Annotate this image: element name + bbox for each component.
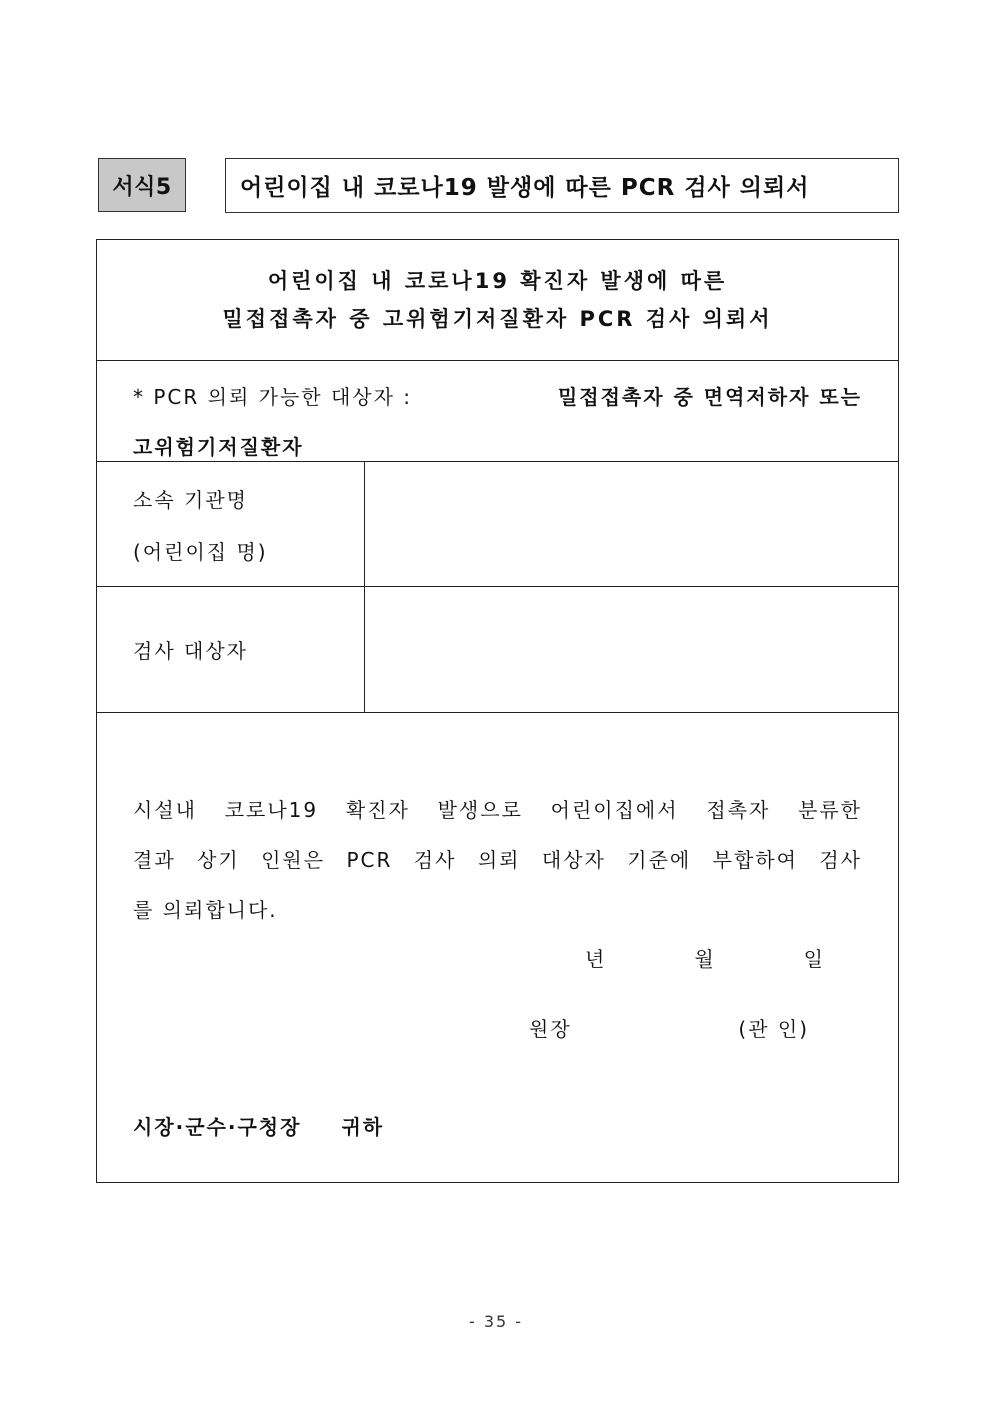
test-target-label: 검사 대상자	[97, 587, 365, 712]
request-statement-line-1	[133, 785, 862, 835]
request-body	[97, 713, 898, 1183]
statement-word: 접촉자	[706, 798, 771, 822]
statement-word: 분류한	[798, 798, 862, 822]
eligibility-note-prefix: * PCR 의뢰 가능한 대상자 :	[133, 385, 413, 409]
statement-word: 발생으로	[437, 798, 523, 822]
form-title: 어린이집 내 코로나19 발생에 따른 PCR 검사 의뢰서	[225, 158, 899, 213]
statement-word: PCR	[346, 848, 393, 872]
date-line	[585, 943, 825, 972]
statement-word: 인원은	[261, 848, 326, 872]
eligibility-note-criteria: 밀접접촉자 중 면역저하자 또는	[557, 385, 862, 409]
agency-label-line-1: 소속 기관명	[133, 488, 248, 512]
request-statement-line-2	[133, 835, 862, 885]
eligibility-note	[97, 361, 898, 462]
request-statement	[133, 785, 862, 935]
statement-word: 부합하여	[712, 848, 798, 872]
test-target-row	[97, 587, 898, 713]
form-heading-line-2: 밀접접촉자 중 고위험기저질환자 PCR 검사 의뢰서	[222, 307, 773, 331]
addressee-honorific: 귀하	[341, 1115, 385, 1139]
agency-name-field[interactable]	[365, 462, 898, 586]
eligibility-note-criteria-cont: 고위험기저질환자	[133, 435, 304, 459]
official-seal-label: (관 인)	[738, 1017, 809, 1041]
statement-word: 시설내	[133, 798, 197, 822]
request-statement-line-3: 를 의뢰합니다.	[133, 898, 278, 922]
test-target-field[interactable]	[365, 587, 898, 712]
page-number: - 35 -	[468, 1312, 524, 1331]
agency-label	[97, 462, 365, 586]
statement-word: 검사	[819, 848, 862, 872]
request-form-table	[96, 239, 899, 1183]
statement-word: 어린이집에서	[550, 798, 679, 822]
statement-word: 대상자	[541, 848, 606, 872]
form-number-badge: 서식5	[98, 158, 186, 212]
director-label: 원장	[529, 1017, 572, 1041]
form-heading	[97, 240, 898, 361]
day-label: 일	[803, 947, 825, 971]
eligibility-note-line-1	[133, 372, 862, 422]
statement-word: 기준에	[627, 848, 692, 872]
statement-word: 코로나19	[224, 798, 319, 822]
year-label: 년	[585, 947, 607, 971]
statement-word: 결과	[133, 848, 176, 872]
month-label: 월	[694, 947, 716, 971]
form-heading-line-1: 어린이집 내 코로나19 확진자 발생에 따른	[267, 269, 728, 293]
agency-label-line-2: (어린이집 명)	[133, 540, 268, 564]
statement-word: 확진자	[345, 798, 410, 822]
statement-word: 상기	[197, 848, 240, 872]
addressee-name: 시장·군수·구청장	[133, 1115, 302, 1139]
agency-row	[97, 462, 898, 587]
statement-word: 의뢰	[477, 848, 521, 872]
statement-word: 검사	[413, 848, 457, 872]
addressee	[133, 1111, 384, 1140]
signature-line	[529, 1013, 809, 1042]
